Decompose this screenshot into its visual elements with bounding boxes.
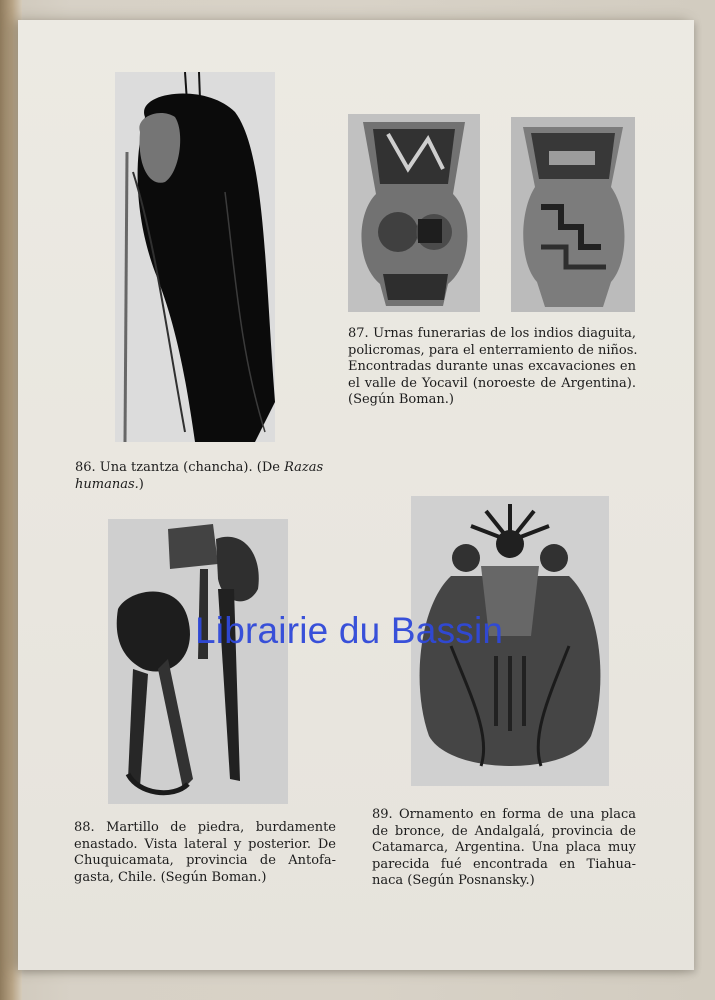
caption-line: Catamarca, Argentina. Una placa muy bbox=[372, 840, 636, 855]
caption-text: 86. Una tzantza (chancha). (De bbox=[75, 460, 285, 475]
figure-87-urn-right-photo bbox=[511, 117, 635, 312]
caption-line: naca (Según Posnansky.) bbox=[372, 873, 535, 888]
caption-line: el valle de Yocavil (noroeste de Argentina). bbox=[348, 375, 636, 391]
figure-87-urn-left-photo bbox=[348, 114, 480, 312]
caption-line: parecida fué encontrada en Tiahua- bbox=[372, 856, 636, 872]
caption-line: policromas, para el enterramiento de niños. bbox=[348, 342, 638, 358]
caption-line: enastado. Vista lateral y posterior. De bbox=[74, 836, 336, 852]
caption-line-1 bbox=[75, 460, 355, 477]
figure-88-caption bbox=[74, 820, 336, 886]
caption-line: 87. Urnas funerarias de los indios diaguita, bbox=[348, 326, 636, 341]
figure-86-caption bbox=[75, 460, 355, 493]
caption-line: 88. Martillo de piedra, burdamente bbox=[74, 820, 336, 835]
caption-italic-text: Razas bbox=[284, 460, 324, 475]
caption-italic-text: humanas. bbox=[75, 476, 139, 492]
caption-line: de bronce, de Andalgalá, provincia de bbox=[372, 823, 636, 839]
figure-87-caption bbox=[348, 326, 636, 409]
caption-line: 89. Ornamento en forma de una placa bbox=[372, 807, 636, 822]
caption-line: (Según Boman.) bbox=[348, 392, 454, 407]
caption-line: Chuquicamata, provincia de Antofa- bbox=[74, 853, 336, 868]
figure-86-shrunken-head-photo bbox=[115, 72, 275, 442]
caption-line: Encontradas durante unas excavaciones en bbox=[348, 359, 636, 374]
watermark-text: Librairie du Bassin bbox=[195, 610, 504, 651]
book-page bbox=[18, 20, 694, 970]
caption-line-2 bbox=[75, 477, 355, 494]
caption-text: ) bbox=[138, 476, 144, 492]
figure-89-caption bbox=[372, 807, 636, 890]
figure-88-stone-hammer-photo bbox=[108, 519, 288, 804]
caption-line: gasta, Chile. (Según Boman.) bbox=[74, 869, 267, 885]
